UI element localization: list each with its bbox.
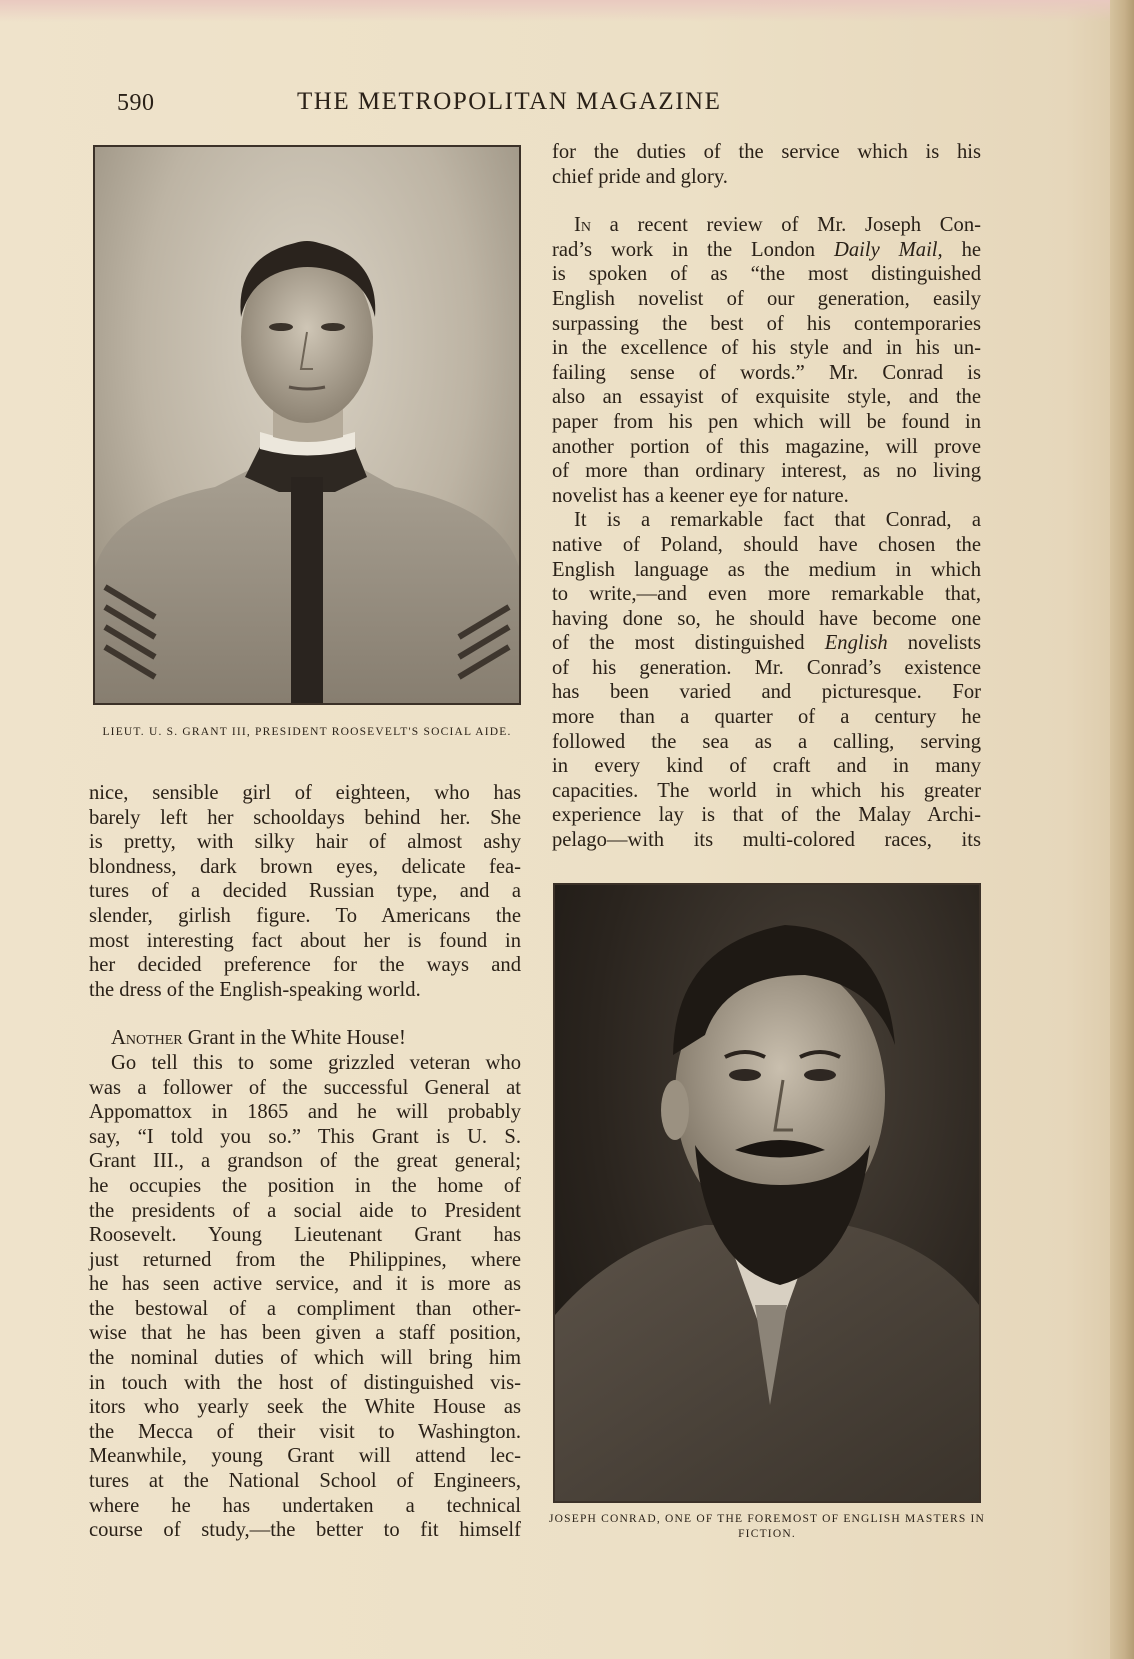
text-line: chief pride and glory.: [552, 165, 728, 188]
text-span: rad’s work in the London: [552, 238, 834, 261]
text-line: barely left her schooldays behind her. She: [89, 806, 521, 829]
text-line: novelist has a keener eye for nature.: [552, 484, 849, 507]
text-line: followed the sea as a calling, serving: [552, 730, 981, 753]
text-line: paper from his pen which will be found in: [552, 410, 981, 433]
text-line: [552, 631, 981, 656]
text-line: in touch with the host of distinguished vis-: [89, 1371, 521, 1394]
right-paragraph-conrad-life: [552, 508, 981, 852]
text-line: the Mecca of their visit to Washington.: [89, 1420, 521, 1443]
text-line: Appomattox in 1865 and he will probably: [89, 1101, 521, 1124]
text-line: It is a remarkable fact that Conrad, a: [574, 509, 981, 532]
text-line: the presidents of a social aide to President: [89, 1199, 521, 1222]
text-line: [552, 238, 981, 263]
smallcaps-lead: Another: [111, 1027, 183, 1050]
text-line: in the excellence of his style and in his un-: [552, 337, 981, 360]
text-line: capacities. The world in which his greater: [552, 779, 981, 802]
conrad-photo-caption: JOSEPH CONRAD, ONE OF THE FOREMOST OF ENGLISH MASTERS IN FICTION.: [548, 1513, 986, 1540]
text-line: tures at the National School of Engineers,: [89, 1470, 521, 1493]
text-line: in every kind of craft and in many: [552, 755, 981, 778]
grant-portrait-photo: [93, 145, 521, 705]
text-line: he has seen active service, and it is more as: [89, 1273, 521, 1296]
text-line: Grant III., a grandson of the great general;: [89, 1150, 521, 1173]
right-paragraph-duties: [552, 140, 981, 189]
text-line: another portion of this magazine, will prove: [552, 435, 981, 458]
text-line: experience lay is that of the Malay Archi-: [552, 804, 981, 827]
text-line: for the duties of the service which is his: [552, 141, 981, 163]
text-line: surpassing the best of his contemporaries: [552, 312, 981, 335]
page-edge-right: [1110, 0, 1134, 1659]
text-line: wise that he has been given a staff position,: [89, 1322, 521, 1345]
text-line: of his generation. Mr. Conrad’s existence: [552, 656, 981, 679]
text-line: more than a quarter of a century he: [552, 706, 981, 729]
page-edge-top: [0, 0, 1134, 22]
left-paragraph-girl: [89, 781, 521, 1002]
text-line: the nominal duties of which will bring him: [89, 1347, 521, 1370]
text-line: English language as the medium in which: [552, 558, 981, 581]
right-column: [552, 140, 981, 853]
left-paragraph-grant-story: [89, 1051, 521, 1543]
text-line: Go tell this to some grizzled veteran who: [111, 1051, 521, 1074]
text-line: where he has undertaken a technical: [89, 1494, 521, 1517]
text-line: English novelist of our generation, easily: [552, 287, 981, 310]
text-line: having done so, he should have become one: [552, 607, 981, 630]
conrad-portrait-photo: [553, 883, 981, 1503]
text-line: pelago—with its multi-colored races, its: [552, 829, 981, 852]
grant-photo-caption: LIEUT. U. S. GRANT III, PRESIDENT ROOSEVELT'S SOCIAL AIDE.: [102, 726, 512, 738]
text-line: Grant in the White House!: [182, 1027, 406, 1050]
text-line: tures of a decided Russian type, and a: [89, 880, 521, 903]
text-line: failing sense of words.” Mr. Conrad is: [552, 361, 981, 384]
text-line: Roosevelt. Young Lieutenant Grant has: [89, 1224, 521, 1247]
text-line: has been varied and picturesque. For: [552, 681, 981, 704]
running-header: [117, 88, 977, 122]
text-span: he: [942, 238, 982, 261]
smallcaps-lead: In: [574, 214, 591, 237]
left-column: [89, 781, 521, 1543]
text-line: just returned from the Philippines, where: [89, 1248, 521, 1271]
text-line: Meanwhile, young Grant will attend lec-: [89, 1445, 521, 1468]
magazine-title: THE METROPOLITAN MAGAZINE: [297, 88, 722, 115]
text-line: of more than ordinary interest, as no living: [552, 460, 981, 483]
text-line: itors who yearly seek the White House as: [89, 1396, 521, 1419]
text-line: [552, 213, 981, 238]
italic-word: English: [824, 632, 888, 655]
text-span: of the most distinguished: [552, 632, 825, 655]
text-span: novelists: [887, 632, 982, 655]
text-line: was a follower of the successful General at: [89, 1076, 521, 1099]
text-line: also an essayist of exquisite style, and the: [552, 386, 981, 409]
text-line: nice, sensible girl of eighteen, who has: [89, 782, 521, 804]
text-line: to write,—and even more remarkable that,: [552, 583, 981, 606]
text-line: native of Poland, should have chosen the: [552, 533, 981, 556]
text-line: say, “I told you so.” This Grant is U. S.: [89, 1125, 521, 1148]
grant-portrait-image: [95, 147, 519, 703]
newspaper-title: Daily Mail,: [834, 238, 943, 261]
left-paragraph-another-grant: [89, 1026, 521, 1051]
page-number: 590: [117, 90, 155, 116]
text-line: is spoken of as “the most distinguished: [552, 263, 981, 286]
text-line: the bestowal of a compliment than other-: [89, 1297, 521, 1320]
text-line: most interesting fact about her is found in: [89, 929, 521, 952]
text-line: course of study,—the better to fit himself: [89, 1519, 521, 1542]
text-line: he occupies the position in the home of: [89, 1174, 521, 1197]
text-span: a recent review of Mr. Joseph Con-: [590, 214, 981, 237]
text-line: her decided preference for the ways and: [89, 954, 521, 977]
text-line: blondness, dark brown eyes, delicate fea-: [89, 855, 521, 878]
text-line: slender, girlish figure. To Americans the: [89, 904, 521, 927]
right-paragraph-conrad-review: [552, 213, 981, 508]
conrad-portrait-image: [555, 885, 979, 1501]
text-line: is pretty, with silky hair of almost ashy: [89, 831, 521, 854]
text-line: the dress of the English-speaking world.: [89, 978, 421, 1001]
